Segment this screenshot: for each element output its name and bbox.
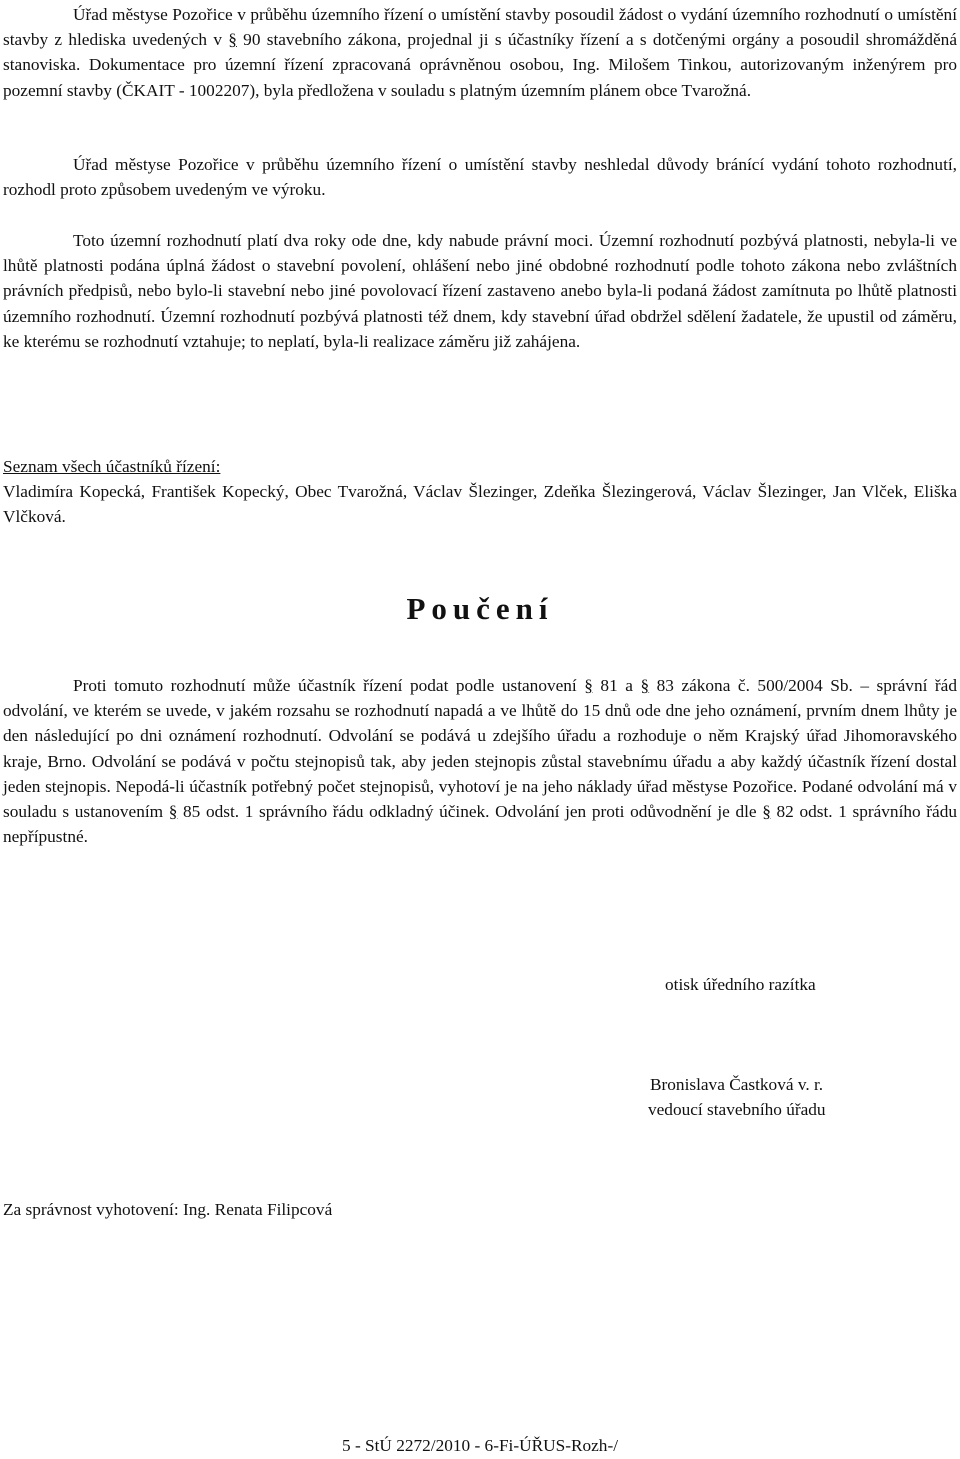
paragraph-text: 90 stavebního zákona, projednal ji s účastníky řízení a s dotčenými orgány a posoudil shromážděná stanoviska. Dokumentace pro územní řízení zpracovaná oprávněnou osobou, Ing. Milošem Tinkou, autorizovaným inženýrem pro pozemní stavby (ČKAIT - 1002207), byla předložena v souladu s platným územním plánem obce Tvarožná. — [3, 30, 957, 100]
participants-heading: Seznam všech účastníků řízení: — [3, 457, 221, 476]
stamp-note: otisk úředního razítka — [665, 975, 816, 994]
paragraph-decision-grounds: Úřad městyse Pozořice v průběhu územního řízení o umístění stavby neshledal důvody bránící vydání tohoto rozhodnutí, rozhodl proto způsobem uvedeným ve výroku. — [3, 155, 957, 200]
signatory-name: Bronislava Častková v. r. — [650, 1075, 824, 1094]
signatory-role: vedoucí stavebního úřadu — [648, 1100, 826, 1119]
paragraph-text: 82 odst. 1 správního řádu nepřípustné. — [3, 802, 957, 847]
paragraph-text: Úřad městyse Pozořice v průběhu územního řízení o umístění stavby posoudil žádost o vydání územního rozhodnutí o umístění stavby z hlediska uvedených v — [3, 5, 957, 50]
paragraph-text: Proti tomuto rozhodnutí může účastník řízení podat podle ustanovení — [73, 676, 585, 695]
section-sign: § — [640, 676, 650, 695]
paragraph-text: 81 a — [592, 676, 641, 695]
section-sign: § — [584, 676, 593, 695]
section-sign: § — [168, 802, 178, 822]
paragraph-appeal-instructions — [3, 673, 957, 849]
participants-section — [3, 454, 957, 530]
section-sign: § — [228, 30, 237, 50]
participants-list: Vladimíra Kopecká, František Kopecký, Obec Tvarožná, Václav Šlezinger, Zdeňka Šlezingerová, Václav Šlezinger, Jan Vlček, Eliška Vlčková. — [3, 482, 957, 527]
document-reference-footer: 5 - StÚ 2272/2010 - 6-Fi-ÚŘUS-Rozh-/ — [341, 1436, 619, 1455]
prepared-by: Za správnost vyhotovení: Ing. Renata Filipcová — [3, 1200, 333, 1219]
paragraph-reasoning — [3, 2, 957, 103]
paragraph-text: 83 zákona č. 500/2004 Sb. – správní řád odvolání, ve kterém se uvede, v jakém rozsahu se rozhodnutí napadá a ve lhůtě do 15 dnů ode dne jeho oznámení, prvním dnem lhůty je den následující po dni oznámení rozhodnutí. Odvolání se podává u zdejšího úřadu a rozhoduje o něm Krajský úřad Jihomoravského kraje, Brno. Odvolání se podává v počtu stejnopisů tak, aby jeden stejnopis zůstal stavebnímu úřadu a aby každý účastník řízení dostal jeden stejnopis. Nepodá-li účastník potřebný počet stejnopisů, vyhotoví je na jeho náklady úřad městyse Pozořice. Podané odvolání má v souladu s ustanovením — [3, 676, 957, 822]
section-sign: § — [762, 802, 771, 822]
paragraph-validity: Toto územní rozhodnutí platí dva roky ode dne, kdy nabude právní moci. Územní rozhodnutí pozbývá platnosti, nebyla-li ve lhůtě platnosti podána úplná žádost o stavební povolení, ohlášení nebo jiné obdobné rozhodnutí podle tohoto zákona nebo zvláštních právních předpisů, nebo bylo-li stavební nebo jiné povolovací řízení zastaveno anebo byla-li podaná žádost zamítnuta po lhůtě platnosti územního rozhodnutí. Územní rozhodnutí pozbývá platnosti též dnem, kdy stavební úřad obdržel sdělení žadatele, že upustil od záměru, ke kterému se rozhodnutí vztahuje; to neplatí, byla-li realizace záměru již zahájena. — [3, 231, 957, 351]
pouceni-heading: Poučení — [406, 591, 554, 626]
paragraph-text: 85 odst. 1 správního řádu odkladný účinek. Odvolání jen proti odůvodnění je dle — [177, 802, 763, 822]
